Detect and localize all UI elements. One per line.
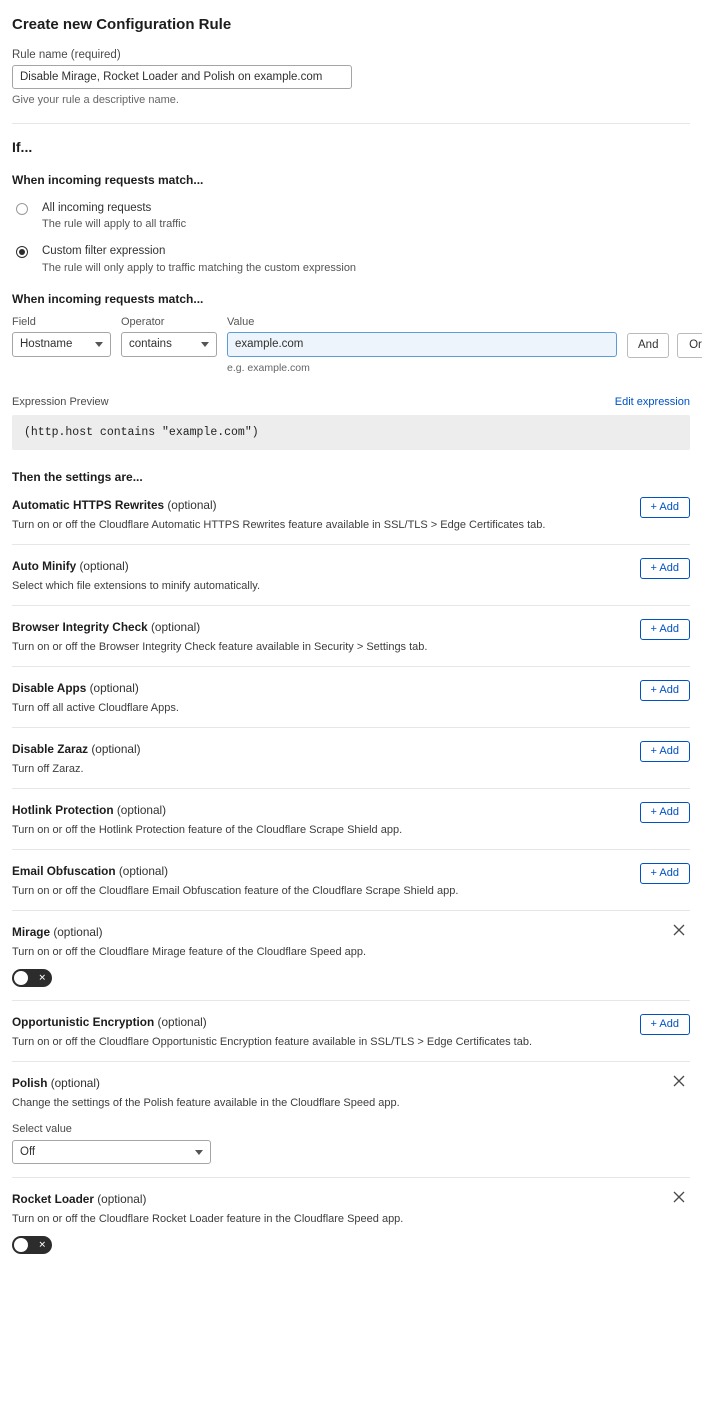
setting-optional: (optional) bbox=[157, 1014, 207, 1029]
setting-description: Turn off Zaraz. bbox=[12, 762, 84, 775]
value-input[interactable] bbox=[227, 332, 617, 357]
expression-preview-box: (http.host contains "example.com") bbox=[12, 415, 690, 450]
setting-title: Disable Apps bbox=[12, 680, 87, 695]
operator-select-value: contains bbox=[129, 338, 172, 351]
filter-row bbox=[12, 315, 702, 374]
radio-label: Custom filter expression bbox=[42, 245, 166, 258]
setting-title: Auto Minify bbox=[12, 558, 77, 573]
expression-preview-header bbox=[12, 396, 690, 408]
chevron-down-icon bbox=[195, 1150, 203, 1155]
radio-option-custom-filter[interactable] bbox=[12, 244, 690, 273]
setting-optional: (optional) bbox=[79, 558, 129, 573]
setting-description: Turn on or off the Cloudflare Mirage feature of the Cloudflare Speed app. bbox=[12, 945, 367, 958]
setting-row bbox=[12, 545, 690, 606]
setting-title: Rocket Loader bbox=[12, 1191, 94, 1206]
setting-description: Change the settings of the Polish feature available in the Cloudflare Speed app. bbox=[12, 1096, 400, 1109]
rule-name-input[interactable] bbox=[12, 65, 352, 89]
setting-optional: (optional) bbox=[151, 619, 201, 634]
setting-description: Turn off all active Cloudflare Apps. bbox=[12, 701, 179, 714]
setting-name bbox=[12, 1015, 690, 1029]
setting-row bbox=[12, 850, 690, 911]
setting-name bbox=[12, 925, 690, 939]
setting-description: Turn on or off the Cloudflare Email Obfuscation feature of the Cloudflare Scrape Shield app. bbox=[12, 884, 459, 897]
setting-name bbox=[12, 803, 690, 817]
field-select-value: Hostname bbox=[20, 338, 73, 351]
setting-row bbox=[12, 1062, 690, 1178]
divider bbox=[12, 123, 690, 124]
value-label: Value bbox=[227, 315, 255, 328]
setting-row bbox=[12, 728, 690, 789]
setting-description: Select which file extensions to minify automatically. bbox=[12, 579, 261, 592]
then-settings-title: Then the settings are... bbox=[12, 469, 143, 484]
setting-description: Turn on or off the Cloudflare Automatic HTTPS Rewrites feature available in SSL/TLS > Edge Certificates tab. bbox=[12, 518, 546, 531]
field-label: Field bbox=[12, 315, 36, 328]
page-title: Create new Configuration Rule bbox=[12, 16, 232, 33]
value-column bbox=[227, 316, 617, 374]
radio-icon-checked[interactable] bbox=[16, 246, 28, 258]
setting-optional: (optional) bbox=[97, 1191, 147, 1206]
setting-row bbox=[12, 1178, 690, 1267]
setting-title: Browser Integrity Check bbox=[12, 619, 148, 634]
setting-name bbox=[12, 742, 690, 756]
add-button[interactable]: + Add bbox=[640, 741, 690, 762]
add-button[interactable]: + Add bbox=[640, 680, 690, 701]
setting-optional: (optional) bbox=[53, 924, 103, 939]
toggle-off-icon: ✕ bbox=[38, 1239, 46, 1250]
operator-column bbox=[121, 316, 217, 357]
add-button[interactable]: + Add bbox=[640, 1014, 690, 1035]
remove-setting-icon[interactable] bbox=[672, 1190, 688, 1206]
if-section-title: If... bbox=[12, 139, 33, 155]
setting-row bbox=[12, 789, 690, 850]
configuration-rule-page bbox=[0, 8, 702, 1267]
setting-title: Automatic HTTPS Rewrites bbox=[12, 497, 165, 512]
if-match-label: When incoming requests match... bbox=[12, 173, 204, 187]
setting-description: Turn on or off the Cloudflare Rocket Loader feature in the Cloudflare Speed app. bbox=[12, 1212, 404, 1225]
and-or-buttons bbox=[627, 316, 702, 358]
setting-description: Turn on or off the Browser Integrity Check feature available in Security > Settings tab. bbox=[12, 640, 428, 653]
remove-setting-icon[interactable] bbox=[672, 1074, 688, 1090]
add-button[interactable]: + Add bbox=[640, 619, 690, 640]
remove-setting-icon[interactable] bbox=[672, 923, 688, 939]
setting-optional: (optional) bbox=[91, 741, 141, 756]
or-button[interactable]: Or bbox=[677, 333, 702, 358]
setting-description: Turn on or off the Cloudflare Opportunistic Encryption feature available in SSL/TLS > Edge Certificates tab. bbox=[12, 1035, 533, 1048]
polish-value-select[interactable] bbox=[12, 1140, 211, 1164]
toggle-switch[interactable] bbox=[12, 1236, 52, 1254]
select-value-label: Select value bbox=[12, 1122, 72, 1135]
setting-optional: (optional) bbox=[50, 1075, 100, 1090]
setting-row bbox=[12, 911, 690, 1001]
setting-optional: (optional) bbox=[89, 680, 139, 695]
toggle-off-icon: ✕ bbox=[38, 972, 46, 983]
setting-name bbox=[12, 498, 690, 512]
setting-optional: (optional) bbox=[167, 497, 217, 512]
edit-expression-link[interactable]: Edit expression bbox=[614, 395, 690, 408]
setting-title: Polish bbox=[12, 1075, 48, 1090]
setting-name bbox=[12, 1192, 690, 1206]
chevron-down-icon bbox=[95, 342, 103, 347]
setting-name bbox=[12, 864, 690, 878]
setting-title: Email Obfuscation bbox=[12, 863, 116, 878]
setting-description: Turn on or off the Hotlink Protection feature of the Cloudflare Scrape Shield app. bbox=[12, 823, 403, 836]
add-button[interactable]: + Add bbox=[640, 802, 690, 823]
radio-icon[interactable] bbox=[16, 203, 28, 215]
setting-optional: (optional) bbox=[116, 802, 167, 817]
setting-title: Disable Zaraz bbox=[12, 741, 89, 756]
add-button[interactable]: + Add bbox=[640, 497, 690, 518]
field-column bbox=[12, 316, 111, 357]
value-help: e.g. example.com bbox=[227, 361, 310, 374]
setting-row bbox=[12, 667, 690, 728]
radio-option-all-requests[interactable] bbox=[12, 201, 690, 230]
field-select[interactable] bbox=[12, 332, 111, 357]
rule-name-help: Give your rule a descriptive name. bbox=[12, 94, 179, 106]
toggle-knob bbox=[14, 1238, 28, 1252]
setting-row bbox=[12, 484, 690, 545]
rule-name-label: Rule name (required) bbox=[12, 49, 121, 61]
setting-name bbox=[12, 559, 690, 573]
filter-match-label: When incoming requests match... bbox=[12, 291, 204, 306]
operator-label: Operator bbox=[121, 315, 165, 328]
toggle-knob bbox=[14, 971, 28, 985]
setting-name bbox=[12, 1076, 690, 1090]
setting-row bbox=[12, 1001, 690, 1062]
and-button[interactable]: And bbox=[627, 333, 669, 358]
setting-name bbox=[12, 681, 690, 695]
add-button[interactable]: + Add bbox=[640, 558, 690, 579]
radio-label: All incoming requests bbox=[42, 202, 152, 214]
setting-row bbox=[12, 606, 690, 667]
setting-title: Mirage bbox=[12, 924, 51, 939]
radio-description: The rule will only apply to traffic matching the custom expression bbox=[42, 261, 357, 274]
radio-description: The rule will apply to all traffic bbox=[42, 218, 187, 231]
setting-title: Hotlink Protection bbox=[12, 802, 114, 817]
setting-title: Opportunistic Encryption bbox=[12, 1014, 155, 1029]
polish-select-value: Off bbox=[20, 1145, 36, 1158]
toggle-switch[interactable] bbox=[12, 969, 52, 987]
add-button[interactable]: + Add bbox=[640, 863, 690, 884]
expression-preview-label: Expression Preview bbox=[12, 395, 109, 408]
chevron-down-icon bbox=[201, 342, 209, 347]
setting-optional: (optional) bbox=[118, 863, 169, 878]
operator-select[interactable] bbox=[121, 332, 217, 357]
setting-name bbox=[12, 620, 690, 634]
